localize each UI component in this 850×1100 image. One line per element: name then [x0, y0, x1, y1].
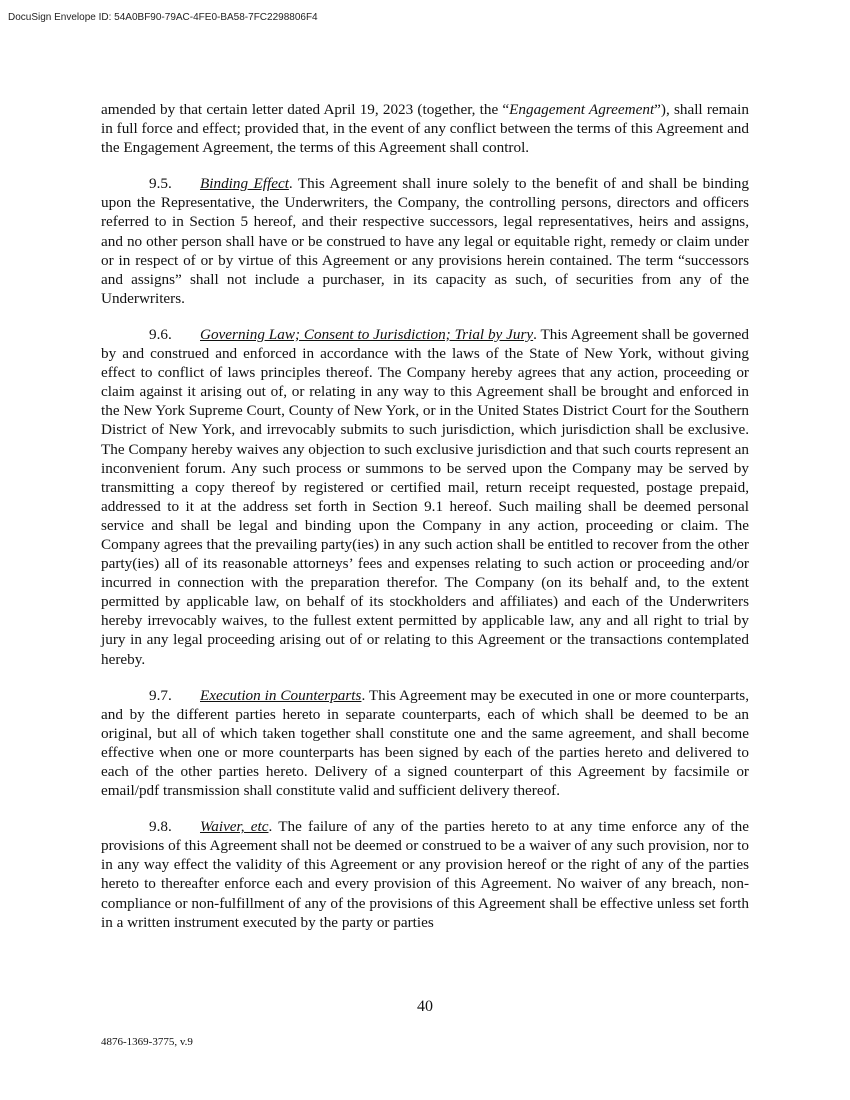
section-9-7 [101, 686, 749, 801]
section-heading: Waiver, etc [200, 818, 269, 836]
section-heading: Binding Effect [200, 175, 289, 193]
intro-text-before: amended by that certain letter dated April 19, 2023 (together, the “ [101, 101, 510, 118]
intro-paragraph [101, 100, 749, 157]
section-text: . This Agreement shall inure solely to the benefit of and shall be binding upon the Representative, the Underwriters, the Company, the controlling persons, directors and officers referred to in Section 5 hereof, and their respective successors, legal representatives, heirs and assigns, and no other person shall have or be construed to have any legal or equitable right, remedy or claim under or in respect of or by virtue of this Agreement or any provisions herein contained. The term “successors and assigns” shall not include a purchaser, in its capacity as such, of securities from any of the Underwriters. [101, 175, 749, 307]
section-number: 9.7. [149, 686, 172, 704]
section-heading: Governing Law; Consent to Jurisdiction; Trial by Jury [200, 325, 534, 343]
section-text: . This Agreement shall be governed by and construed and enforced in accordance with the laws of the State of New York, without giving effect to conflict of laws principles thereof. The Company hereby agrees that any action, proceeding or claim against it arising out of, or relating in any way to this Agreement shall be brought and enforced in the New York Supreme Court, County of New York, or in the United States District Court for the Southern District of New York, and irrevocably submits to such jurisdiction, which jurisdiction shall be exclusive. The Company hereby waives any objection to such exclusive jurisdiction and that such courts represent an inconvenient forum. Any such process or summons to be served upon the Company may be served by transmitting a copy thereof by registered or certified mail, return receipt requested, postage prepaid, addressed to it at the address set forth in Section 9.1 hereof. Such mailing shall be deemed personal service and shall be legal and binding upon the Company in any action, proceeding or claim. The Company agrees that the prevailing party(ies) in any such action shall be entitled to recover from the other party(ies) all of its reasonable attorneys’ fees and expenses relating to such action or proceeding and/or incurred in connection with the preparation therefor. The Company (on its behalf and, to the extent permitted by applicable law, on behalf of its stockholders and affiliates) and each of the Underwriters hereby irrevocably waives, to the fullest extent permitted by applicable law, any and all right to trial by jury in any legal proceeding arising out of or relating to this Agreement or the transactions contemplated hereby. [101, 325, 749, 668]
document-body [101, 100, 749, 949]
section-number: 9.5. [149, 175, 172, 193]
section-number: 9.8. [149, 818, 172, 836]
document-id: 4876-1369-3775, v.9 [101, 1036, 193, 1048]
section-9-5 [101, 174, 749, 308]
section-9-8 [101, 817, 749, 932]
page-number: 40 [417, 998, 433, 1015]
section-heading: Execution in Counterparts [200, 686, 362, 704]
intro-text-after: ”), shall remain in full force and effect; provided that, in the event of any conflict between the terms of this Agreement and the Engagement Agreement, the terms of this Agreement shall control. [101, 101, 749, 157]
intro-italic-term: Engagement Agreement [509, 101, 655, 118]
section-9-6 [101, 325, 749, 669]
section-number: 9.6. [149, 325, 172, 343]
section-text: . The failure of any of the parties hereto to at any time enforce any of the provisions of this Agreement shall not be deemed or construed to be a waiver of any such provision, nor to in any way effect the validity of this Agreement or any provision hereof or the right of any of the parties hereto to thereafter enforce each and every provision of this Agreement. No waiver of any breach, non-compliance or non-fulfillment of any of the provisions of this Agreement shall be effective unless set forth in a written instrument executed by the party or parties [101, 818, 749, 931]
section-text: . This Agreement may be executed in one or more counterparts, and by the different parties hereto in separate counterparts, each of which shall be deemed to be an original, but all of which taken together shall constitute one and the same agreement, and shall become effective when one or more counterparts has been signed by each of the parties hereto and delivered to each of the other parties hereto. Delivery of a signed counterpart of this Agreement by facsimile or email/pdf transmission shall constitute valid and sufficient delivery thereof. [101, 686, 750, 800]
envelope-id: DocuSign Envelope ID: 54A0BF90-79AC-4FE0-BA58-7FC2298806F4 [8, 12, 318, 23]
